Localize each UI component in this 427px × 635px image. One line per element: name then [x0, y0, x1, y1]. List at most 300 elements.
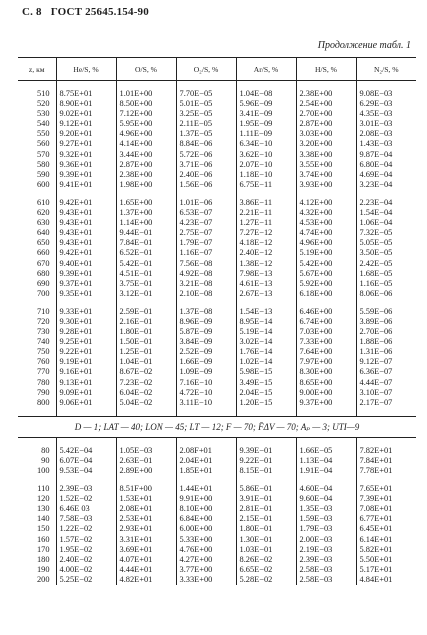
table-cell: 4.18E−12 — [236, 238, 296, 248]
table-row — [18, 99, 416, 109]
table-cell: 520 — [36, 99, 50, 109]
table-cell: 9.43E+01 — [56, 238, 116, 248]
table-cell: 5.42E+00 — [296, 259, 356, 269]
block-spacer — [18, 190, 416, 198]
table-cell: 5.05E−05 — [356, 238, 416, 248]
table-cell: 1.80E−01 — [116, 327, 176, 337]
table-row — [18, 347, 416, 357]
table-cell: 4.07E+01 — [116, 555, 176, 565]
table-cell: 9.41E+01 — [56, 180, 116, 190]
table-cell: 1.54E−04 — [356, 208, 416, 218]
table-cell: 2.23E−04 — [356, 198, 416, 208]
table-cell: 5.33E+00 — [176, 535, 236, 545]
table-row — [18, 317, 416, 327]
table-cell: 9.44E−01 — [116, 228, 176, 238]
table-cell: 7.82E+01 — [356, 446, 416, 456]
table-cell: 2.11E−05 — [176, 119, 236, 129]
table-cell: 9.30E+01 — [56, 317, 116, 327]
table-cell: 9.35E+01 — [56, 289, 116, 299]
table-cell: 9.20E+01 — [56, 129, 116, 139]
table-cell: 5.86E−01 — [236, 484, 296, 494]
table-cell: 8.67E−02 — [116, 367, 176, 377]
table-row — [18, 575, 416, 585]
table-cell: 3.10E−07 — [356, 388, 416, 398]
table-cell: 2.54E+00 — [296, 99, 356, 109]
spacer-cell — [356, 190, 416, 198]
table-cell: 3.02E−14 — [236, 337, 296, 347]
table-cell: 5.19E+00 — [296, 248, 356, 258]
table-cell: 2.17E−07 — [356, 398, 416, 408]
table-row — [18, 259, 416, 269]
table-cell: 2.04E−15 — [236, 388, 296, 398]
table-cell: 1.44E+01 — [176, 484, 236, 494]
table-cell: 4.00E−02 — [56, 565, 116, 575]
table-cell: 680 — [36, 268, 50, 278]
page-number: С. 8 — [22, 6, 42, 18]
spacer-cell — [296, 476, 356, 484]
table-cell: 160 — [36, 534, 50, 544]
table-cell: 8.51F+00 — [116, 484, 176, 494]
table-cell: 9.39E−01 — [236, 446, 296, 456]
table-cell: 740 — [36, 337, 50, 347]
table-cell: 9.00E+00 — [296, 388, 356, 398]
table-cell: 750 — [36, 347, 50, 357]
table-cell: 3.23E−04 — [356, 180, 416, 190]
table-cell: 7.65E+01 — [356, 484, 416, 494]
spacer-cell — [236, 437, 296, 446]
table-cell: 9.36E+01 — [56, 160, 116, 170]
table-cell: 5.82E+01 — [356, 545, 416, 555]
table-cell: 1.11E−09 — [236, 129, 296, 139]
table-cell: 6.53E−07 — [176, 208, 236, 218]
table-cell: 1.18E−10 — [236, 170, 296, 180]
table-cell: 1.53E+01 — [116, 494, 176, 504]
table-cell: 7.33E+00 — [296, 337, 356, 347]
table-cell: 1.04E−01 — [116, 357, 176, 367]
table-cell: 190 — [36, 564, 50, 574]
table-cell: 5.67E+00 — [296, 269, 356, 279]
table-cell: 1.66E−05 — [296, 446, 356, 456]
column-header: N₂/S, % — [356, 58, 416, 81]
spacer-cell — [296, 437, 356, 446]
spacer-cell — [56, 476, 116, 484]
table-cell: 8.65E+00 — [296, 378, 356, 388]
parameter-band — [18, 416, 416, 437]
spacer-cell — [56, 408, 116, 417]
table-cell: 1.59E−03 — [296, 514, 356, 524]
table-cell: 8.26E−02 — [236, 555, 296, 565]
table-cell: 6.00E+00 — [176, 524, 236, 534]
table-cell: 9.02E+01 — [56, 109, 116, 119]
table-cell: 5.25E−02 — [56, 575, 116, 585]
table-row — [18, 555, 416, 565]
table-cell: 1.52E−02 — [56, 494, 116, 504]
table-row — [18, 494, 416, 504]
table-cell: 5.95E+00 — [116, 119, 176, 129]
spacer-cell — [356, 299, 416, 307]
table-cell: 140 — [36, 514, 50, 524]
block-spacer — [18, 299, 416, 307]
table-cell: 4.44E+01 — [116, 565, 176, 575]
table-row — [18, 269, 416, 279]
table-cell: 5.19E−14 — [236, 327, 296, 337]
table-cell: 6.74E+00 — [296, 317, 356, 327]
table-cell: 1.68E−05 — [356, 269, 416, 279]
table-row — [18, 446, 416, 456]
table-row — [18, 218, 416, 228]
table-continuation-caption: Продолжение табл. 1 — [317, 40, 411, 51]
column-header: O/S, % — [116, 58, 176, 81]
table-cell: 800 — [36, 397, 50, 407]
table-cell: 1.38E−12 — [236, 259, 296, 269]
table-cell: 9.22E+01 — [56, 347, 116, 357]
table-row — [18, 504, 416, 514]
table-cell: 2.08F+01 — [176, 446, 236, 456]
table-cell: 1.16E−07 — [176, 248, 236, 258]
table-cell: 4.12E+00 — [296, 198, 356, 208]
table-cell: 2.15E−01 — [236, 514, 296, 524]
table-cell: 170 — [36, 544, 50, 554]
table-cell: 3.55E+00 — [296, 160, 356, 170]
table-cell: 2.75E−07 — [176, 228, 236, 238]
table-row — [18, 170, 416, 180]
table-cell: 5.98E−15 — [236, 367, 296, 377]
table-cell: 710 — [36, 306, 50, 316]
table-cell: 3.44E+00 — [116, 150, 176, 160]
table-cell: 4.53E+00 — [296, 218, 356, 228]
table-cell: 3.50E−05 — [356, 248, 416, 258]
table-cell: 3.74E+00 — [296, 170, 356, 180]
table-cell: 4.32E+00 — [296, 208, 356, 218]
table-cell: 2.07E−10 — [236, 160, 296, 170]
table-cell: 1.76E−14 — [236, 347, 296, 357]
table-cell: 120 — [36, 494, 50, 504]
table-cell: 1.04E−08 — [236, 89, 296, 99]
page-header — [22, 6, 412, 24]
table-cell: 5.87E−09 — [176, 327, 236, 337]
table-cell: 1.37E+00 — [116, 208, 176, 218]
spacer-cell — [176, 476, 236, 484]
table-cell: 6.18E+00 — [296, 289, 356, 299]
spacer-cell — [296, 190, 356, 198]
table-cell: 9.16E+01 — [56, 367, 116, 377]
table-cell: 670 — [36, 258, 50, 268]
table-cell: 6.36E−07 — [356, 367, 416, 377]
table-cell: 2.04E+01 — [176, 456, 236, 466]
spacer-cell — [176, 299, 236, 307]
table-cell: 5.50E+01 — [356, 555, 416, 565]
spacer-cell — [356, 437, 416, 446]
table-row — [18, 289, 416, 299]
table-cell: 150 — [36, 524, 50, 534]
table-cell: 3.91E−01 — [236, 494, 296, 504]
table-cell: 4.92E−08 — [176, 269, 236, 279]
spacer-cell — [176, 437, 236, 446]
table-cell: 6.04E−02 — [116, 388, 176, 398]
table-row — [18, 545, 416, 555]
table-cell: 2.87E+00 — [116, 160, 176, 170]
table-row — [18, 248, 416, 258]
table-cell: 700 — [36, 288, 50, 298]
table-cell: 3.20E+00 — [296, 139, 356, 149]
table-cell: 6.45E+01 — [356, 524, 416, 534]
table-cell: 3.25E−05 — [176, 109, 236, 119]
table-row — [18, 228, 416, 238]
table-cell: 2.40E−02 — [56, 555, 116, 565]
table-cell: 3.89E−06 — [356, 317, 416, 327]
table-cell: 6.80E−04 — [356, 160, 416, 170]
table-cell: 7.12E+00 — [116, 109, 176, 119]
table-cell: 1.65E+00 — [116, 198, 176, 208]
table-cell: 2.00E−03 — [296, 535, 356, 545]
spacer-cell — [56, 190, 116, 198]
table-cell: 2.63E−01 — [116, 456, 176, 466]
table-cell: 790 — [36, 387, 50, 397]
table-row — [18, 524, 416, 534]
table-cell: 2.08E−03 — [356, 129, 416, 139]
table-cell: 3.86E−11 — [236, 198, 296, 208]
table-cell: 1.35E−03 — [296, 504, 356, 514]
table-cell: 9.40E+01 — [56, 259, 116, 269]
table-cell: 9.27E+01 — [56, 139, 116, 149]
table-cell: 7.78E+01 — [356, 466, 416, 476]
table-cell: 9.13E+01 — [56, 378, 116, 388]
table-cell: 2.16E−01 — [116, 317, 176, 327]
block-spacer — [18, 476, 416, 484]
table-cell: 6.84E+00 — [176, 514, 236, 524]
data-table — [18, 57, 416, 585]
table-cell: 2.70E−06 — [356, 327, 416, 337]
table-cell: 8.84E−06 — [176, 139, 236, 149]
table-cell: 2.59E−01 — [116, 307, 176, 317]
parameter-line: D — 1; LAT — 40; LON — 45; LT — 12; F — 70; F̄ΔV — 70; Aₚ — 3; UTI—9 — [18, 416, 416, 437]
spacer-cell — [236, 299, 296, 307]
table-cell: 7.84E+01 — [356, 456, 416, 466]
table-row — [18, 398, 416, 408]
table-cell: 4.76E+00 — [176, 545, 236, 555]
spacer-cell — [116, 408, 176, 417]
table-cell: 6.07E−04 — [56, 456, 116, 466]
column-header: H/S, % — [296, 58, 356, 81]
table-cell: 7.16E−10 — [176, 378, 236, 388]
table-cell: 4.51E−01 — [116, 269, 176, 279]
table-cell: 2.19E−03 — [296, 545, 356, 555]
table-cell: 3.31E+01 — [116, 535, 176, 545]
table-cell: 9.39E+01 — [56, 170, 116, 180]
table-cell: 9.19E+01 — [56, 357, 116, 367]
table-cell: 1.37E−05 — [176, 129, 236, 139]
table-cell: 5.42E−01 — [116, 259, 176, 269]
table-cell: 9.37E+01 — [56, 279, 116, 289]
table-cell: 1.20E−15 — [236, 398, 296, 408]
table-cell: 2.40E−12 — [236, 248, 296, 258]
table-cell: 3.69E+01 — [116, 545, 176, 555]
table-cell: 6.14E+01 — [356, 535, 416, 545]
table-cell: 570 — [36, 149, 50, 159]
spacer-cell — [236, 408, 296, 417]
table-cell: 760 — [36, 357, 50, 367]
table-cell: 720 — [36, 316, 50, 326]
table-cell: 9.37E+00 — [296, 398, 356, 408]
table-cell: 1.98E+00 — [116, 180, 176, 190]
table-cell: 9.12E−07 — [356, 357, 416, 367]
table-cell: 8.10E+00 — [176, 504, 236, 514]
spacer-cell — [18, 190, 56, 198]
block-spacer — [18, 437, 416, 446]
table-cell: 1.79E−07 — [176, 238, 236, 248]
table-cell: 9.25E+01 — [56, 337, 116, 347]
table-row — [18, 119, 416, 129]
table-cell: 4.27E+00 — [176, 555, 236, 565]
table-cell: 5.17E+01 — [356, 565, 416, 575]
table-cell: 9.91E+00 — [176, 494, 236, 504]
table-cell: 1.01E+00 — [116, 89, 176, 99]
table-cell: 3.03E+00 — [296, 129, 356, 139]
spacer-cell — [18, 408, 56, 417]
table-cell: 9.42E+01 — [56, 248, 116, 258]
table-row — [18, 109, 416, 119]
table-cell: 1.95E−09 — [236, 119, 296, 129]
table-cell: 2.53E+01 — [116, 514, 176, 524]
table-cell: 4.44E−07 — [356, 378, 416, 388]
table-cell: 540 — [36, 119, 50, 129]
table-cell: 6.75E−11 — [236, 180, 296, 190]
spacer-cell — [236, 476, 296, 484]
table-cell: 2.87E+00 — [296, 119, 356, 129]
table-cell: 8.15E−01 — [236, 466, 296, 476]
table-cell: 1.13E−04 — [296, 456, 356, 466]
spacer-cell — [176, 81, 236, 90]
table-cell: 6.65E−02 — [236, 565, 296, 575]
table-cell: 770 — [36, 367, 50, 377]
spacer-cell — [116, 299, 176, 307]
table-cell: 530 — [36, 109, 50, 119]
table-row — [18, 535, 416, 545]
table-cell: 4.96E+00 — [116, 129, 176, 139]
spacer-cell — [176, 190, 236, 198]
table-cell: 1.22E−02 — [56, 524, 116, 534]
table-cell: 1.31E−06 — [356, 347, 416, 357]
table-cell: 5.59E−06 — [356, 307, 416, 317]
table-cell: 510 — [36, 89, 50, 98]
table-cell: 4.82E+01 — [116, 575, 176, 585]
table-cell: 8.95E−14 — [236, 317, 296, 327]
column-header: O₂/S, % — [176, 58, 236, 81]
table-cell: 8.96E−09 — [176, 317, 236, 327]
table-cell: 1.80E−01 — [236, 524, 296, 534]
table-cell: 110 — [37, 484, 50, 494]
table-cell: 1.56E−06 — [176, 180, 236, 190]
table-row — [18, 466, 416, 476]
table-cell: 8.90E+01 — [56, 99, 116, 109]
table-cell: 660 — [36, 248, 50, 258]
table-cell: 3.11E−10 — [176, 398, 236, 408]
table-cell: 1.43E−03 — [356, 139, 416, 149]
table-cell: 600 — [36, 179, 50, 189]
spacer-cell — [116, 437, 176, 446]
table-cell: 7.58E−03 — [56, 514, 116, 524]
table-row — [18, 208, 416, 218]
spacer-cell — [296, 299, 356, 307]
table-cell: 2.08E+01 — [116, 504, 176, 514]
table-row — [18, 327, 416, 337]
table-cell: 3.77E+00 — [176, 565, 236, 575]
table-row — [18, 307, 416, 317]
table-row — [18, 238, 416, 248]
table-cell: 100 — [36, 466, 50, 475]
table-row — [18, 150, 416, 160]
table-cell: 5.04E−02 — [116, 398, 176, 408]
table-cell: 8.75E+01 — [56, 89, 116, 99]
table-cell: 4.35E−03 — [356, 109, 416, 119]
table-cell: 9.39E+01 — [56, 269, 116, 279]
table-cell: 650 — [36, 238, 50, 248]
table-cell: 3.38E+00 — [296, 150, 356, 160]
table-row — [18, 565, 416, 575]
table-cell: 6.52E−01 — [116, 248, 176, 258]
table-cell: 560 — [36, 139, 50, 149]
table-cell: 3.21E−08 — [176, 279, 236, 289]
table-cell: 610 — [36, 197, 50, 207]
table-cell: 2.70E+00 — [296, 109, 356, 119]
table-cell: 7.97E+00 — [296, 357, 356, 367]
table-cell: 2.58E−03 — [296, 575, 356, 585]
table-cell: 580 — [36, 159, 50, 169]
table-cell: 7.98E−13 — [236, 269, 296, 279]
table-row — [18, 139, 416, 149]
table-cell: 2.42E−05 — [356, 259, 416, 269]
table-cell: 1.05E−03 — [116, 446, 176, 456]
spacer-cell — [356, 476, 416, 484]
table-cell: 4.14E+00 — [116, 139, 176, 149]
table-cell: 6.46E 03 — [56, 504, 116, 514]
table-cell: 2.40E−06 — [176, 170, 236, 180]
table-cell: 9.87E−04 — [356, 150, 416, 160]
table-cell: 1.37E−08 — [176, 307, 236, 317]
table-cell: 9.60E−04 — [296, 494, 356, 504]
table-row — [18, 514, 416, 524]
table-cell: 5.28E−02 — [236, 575, 296, 585]
table-cell: 7.70E−05 — [176, 89, 236, 99]
table-cell: 1.16E−05 — [356, 279, 416, 289]
table-cell: 2.38E+00 — [296, 89, 356, 99]
table-cell: 4.96E+00 — [296, 238, 356, 248]
table-cell: 9.43E+01 — [56, 218, 116, 228]
spacer-cell — [296, 81, 356, 90]
table-cell: 1.54E−13 — [236, 307, 296, 317]
table-cell: 1.25E−01 — [116, 347, 176, 357]
table-cell: 6.29E−03 — [356, 99, 416, 109]
table-cell: 3.75E−01 — [116, 279, 176, 289]
table-cell: 4.60E−04 — [296, 484, 356, 494]
table-cell: 1.85E+01 — [176, 466, 236, 476]
table-row — [18, 456, 416, 466]
spacer-cell — [296, 408, 356, 417]
table-cell: 180 — [36, 554, 50, 564]
column-header: Ar/S, % — [236, 58, 296, 81]
table-cell: 5.96E−09 — [236, 99, 296, 109]
spacer-cell — [56, 81, 116, 90]
table-row — [18, 357, 416, 367]
table-cell: 3.84E−09 — [176, 337, 236, 347]
table-cell: 7.84E−01 — [116, 238, 176, 248]
block-spacer — [18, 408, 416, 417]
spacer-cell — [116, 190, 176, 198]
column-header: He/S, % — [56, 58, 116, 81]
table-cell: 550 — [36, 129, 50, 139]
table-cell: 1.79E−03 — [296, 524, 356, 534]
table-cell: 9.33E+01 — [56, 307, 116, 317]
